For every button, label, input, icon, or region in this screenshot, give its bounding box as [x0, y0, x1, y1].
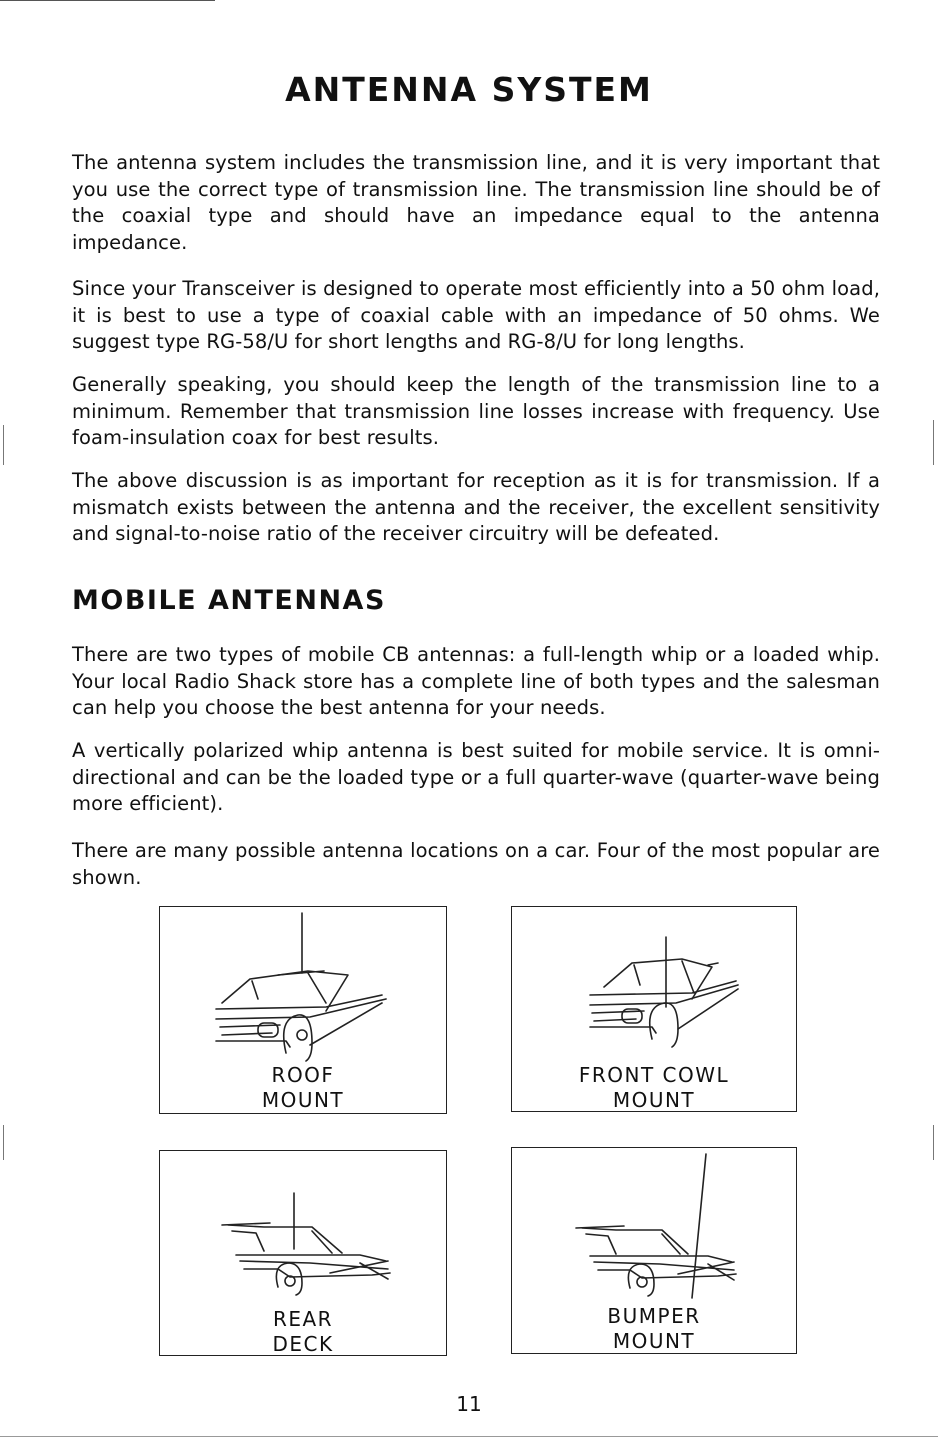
caption-line-1: ROOF: [271, 1063, 335, 1087]
caption-line-2: MOUNT: [261, 1088, 345, 1112]
caption-bumper-mount: [512, 1304, 796, 1354]
paragraph-2: Since your Transceiver is designed to operate most efficiently into a 50 ohm load, it is best to use a type of coaxial cable with an impedance of 50 ohms. We suggest type RG-58/U for short lengths and RG-8/U for long lengths.: [72, 277, 880, 353]
caption-line-2: DECK: [272, 1332, 334, 1356]
paragraph-1: The antenna system includes the transmission line, and it is very important that you use the correct type of transmission line. The transmission line should be of the coaxial type and should have an impedance equal to the antenna impedance.: [72, 151, 880, 254]
top-rule: [0, 0, 215, 1]
paragraph-4: The above discussion is as important for reception as it is for transmission. If a mismatch exists between the antenna and the receiver, the excellent sensitivity and signal-to-noise ratio of the receiver circuitry will be defeated.: [72, 469, 880, 545]
caption-line-1: BUMPER: [607, 1304, 701, 1328]
page-number: 11: [456, 1392, 482, 1416]
left-edge-mark: [3, 425, 4, 465]
caption-line-1: REAR: [272, 1307, 334, 1331]
figure-rear-deck: [159, 1150, 447, 1356]
caption-front-cowl-mount: [512, 1063, 796, 1113]
right-edge-mark-lower: [933, 1125, 934, 1160]
caption-line-1: FRONT COWL: [578, 1063, 730, 1087]
figure-roof-mount: [159, 906, 447, 1114]
bottom-rule: [0, 1436, 938, 1437]
paragraph-7: There are many possible antenna locations on a car. Four of the most popular are shown.: [72, 839, 880, 889]
paragraph-6: A vertically polarized whip antenna is best suited for mobile service. It is omni-directional and can be the loaded type or a full quarter-wave (quarter-wave being more efficient).: [72, 739, 880, 815]
paragraph-5: There are two types of mobile CB antennas: a full-length whip or a loaded whip. Your local Radio Shack store has a complete line of both types and the salesman can help you choose the best antenna for your needs.: [72, 643, 880, 719]
figure-front-cowl-mount: [511, 906, 797, 1112]
caption-rear-deck: [160, 1307, 446, 1357]
section-heading: MOBILE ANTENNAS: [72, 585, 386, 616]
caption-line-2: MOUNT: [612, 1088, 696, 1112]
left-edge-mark-lower: [3, 1125, 4, 1160]
right-edge-mark: [933, 420, 934, 465]
figure-bumper-mount: [511, 1147, 797, 1354]
caption-line-2: MOUNT: [612, 1329, 696, 1353]
paragraph-3: Generally speaking, you should keep the length of the transmission line to a minimum. Remember that transmission line losses increase with frequency. Use foam-insulation coax for best results.: [72, 373, 880, 449]
caption-roof-mount: [160, 1063, 446, 1113]
page-title: ANTENNA SYSTEM: [285, 70, 653, 109]
